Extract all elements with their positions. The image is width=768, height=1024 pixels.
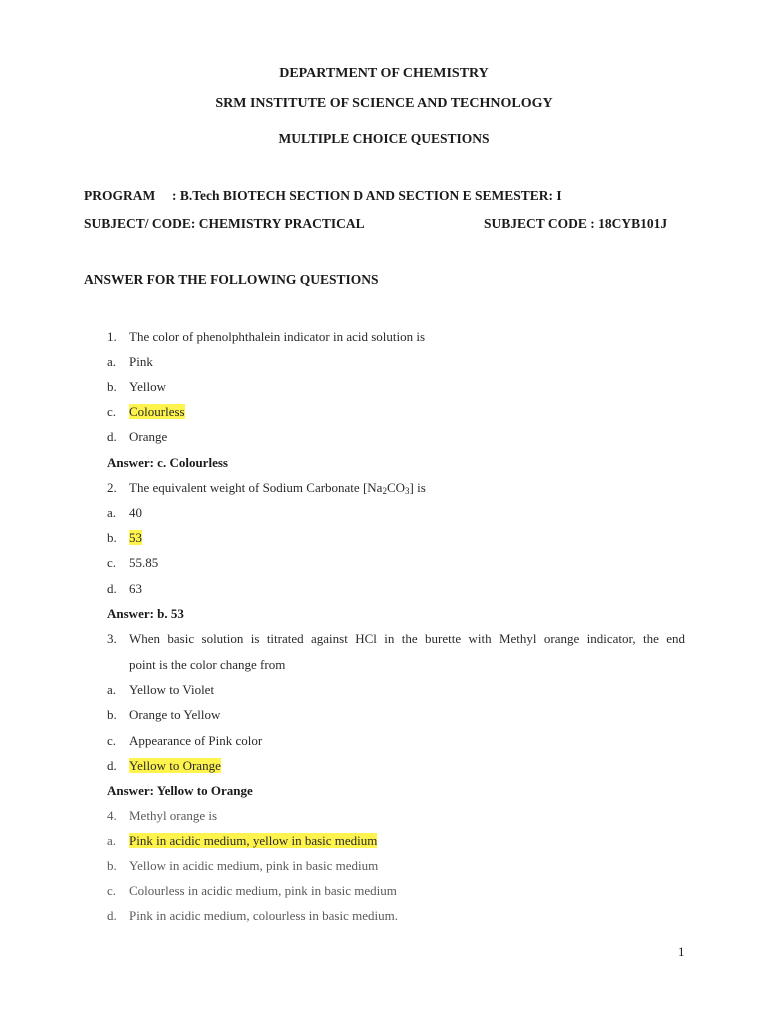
highlighted-correct-option: Yellow to Orange	[129, 758, 221, 773]
option-letter: a.	[107, 505, 117, 520]
option-text: Pink in acidic medium, colourless in basic medium.	[129, 908, 398, 923]
option-letter: b.	[107, 858, 117, 873]
option-letter: a.	[107, 682, 117, 697]
option-text: 63	[129, 581, 142, 596]
option-text: Orange	[129, 429, 168, 444]
question-text-line-1: When basic solution is titrated against HCl in the burette with Methyl orange indicator, the end	[129, 631, 685, 646]
question-text: The color of phenolphthalein indicator in acid solution is	[129, 329, 426, 344]
option-letter: c.	[107, 733, 117, 748]
subject-name: SUBJECT/ CODE: CHEMISTRY PRACTICAL	[84, 216, 365, 231]
option-text: Yellow in acidic medium, pink in basic medium	[129, 858, 379, 873]
subject-code: SUBJECT CODE : 18CYB101J	[484, 216, 668, 231]
institute-heading: SRM INSTITUTE OF SCIENCE AND TECHNOLOGY	[215, 96, 553, 111]
option-text: Orange to Yellow	[129, 707, 221, 722]
question-number: 2.	[107, 480, 117, 495]
option-letter: b.	[107, 379, 117, 394]
option-letter: a.	[107, 354, 117, 369]
question-number: 3.	[107, 631, 117, 646]
option-letter: d.	[107, 429, 117, 444]
page-number: 1	[678, 944, 685, 959]
option-text: Appearance of Pink color	[129, 733, 263, 748]
answer-line: Answer: b. 53	[107, 606, 184, 621]
highlighted-correct-option: 53	[129, 530, 142, 545]
option-letter: c.	[107, 404, 117, 419]
question-text-line-2: point is the color change from	[129, 657, 286, 672]
option-letter: c.	[107, 883, 117, 898]
document-title: MULTIPLE CHOICE QUESTIONS	[278, 131, 490, 146]
highlighted-correct-option: Colourless	[129, 404, 185, 419]
option-text: Yellow	[129, 379, 166, 394]
option-letter: a.	[107, 833, 117, 848]
option-text: 55.85	[129, 555, 159, 570]
option-letter: b.	[107, 707, 117, 722]
option-text: Colourless in acidic medium, pink in basic medium	[129, 883, 397, 898]
answer-line: Answer: c. Colourless	[107, 455, 228, 470]
program-label: PROGRAM	[84, 188, 156, 203]
option-letter: d.	[107, 581, 117, 596]
instruction-heading: ANSWER FOR THE FOLLOWING QUESTIONS	[84, 272, 379, 287]
option-letter: b.	[107, 530, 117, 545]
answer-line: Answer: Yellow to Orange	[107, 783, 253, 798]
question-number: 4.	[107, 808, 117, 823]
option-text: 40	[129, 505, 142, 520]
question-number: 1.	[107, 329, 117, 344]
question-text: The equivalent weight of Sodium Carbonate $[Na_2CO_3]$ is	[129, 480, 426, 496]
option-letter: d.	[107, 758, 117, 773]
highlighted-correct-option: Pink in acidic medium, yellow in basic medium	[129, 833, 378, 848]
option-letter: c.	[107, 555, 117, 570]
department-heading: DEPARTMENT OF CHEMISTRY	[279, 66, 489, 81]
option-letter: d.	[107, 908, 117, 923]
question-text: Methyl orange is	[129, 808, 218, 823]
option-text: Yellow to Violet	[129, 682, 215, 697]
program-value: : B.Tech BIOTECH SECTION D AND SECTION E SEMESTER: I	[172, 188, 562, 203]
option-text: Pink	[129, 354, 153, 369]
